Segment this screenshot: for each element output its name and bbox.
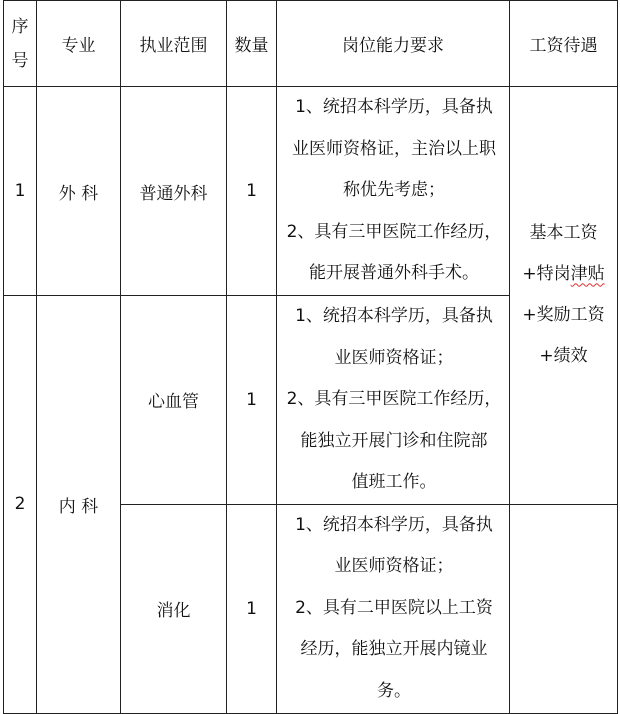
header-seq-line-2: 号 — [11, 50, 29, 71]
row-requirements — [277, 296, 510, 505]
salary-line — [510, 254, 617, 295]
requirement-line: 业医师资格证； — [334, 556, 454, 577]
requirement-line: 2、具有三甲医院工作经历， — [286, 389, 502, 409]
requirement-line: 2、具有二甲医院以上工资 — [295, 597, 493, 618]
header-requirements: 岗位能力要求 — [277, 1, 510, 87]
row-count: 1 — [227, 504, 277, 713]
header-row — [4, 1, 618, 87]
recruitment-table — [3, 0, 618, 714]
row-scope: 心血管 — [121, 296, 227, 505]
requirement-line: 1、统招本科学历，具备执 — [295, 514, 493, 535]
header-scope: 执业范围 — [121, 1, 227, 87]
header-salary: 工资待遇 — [510, 1, 618, 87]
requirement-line: 业医师资格证； — [334, 347, 454, 368]
row-requirements — [277, 87, 510, 296]
salary-cell — [510, 87, 618, 505]
row-major: 内 科 — [37, 296, 121, 714]
requirement-line: 值班工作。 — [351, 472, 437, 492]
requirement-line: 1、统招本科学历，具备执 — [295, 306, 493, 326]
row-requirements — [277, 504, 510, 713]
table-row — [4, 87, 618, 296]
salary-empty-cell — [510, 504, 618, 713]
header-major: 专业 — [37, 1, 121, 87]
row-major: 外 科 — [37, 87, 121, 296]
row-seq: 2 — [4, 296, 37, 714]
salary-prefix: +特岗 — [522, 264, 571, 285]
row-scope: 消化 — [121, 504, 227, 713]
spellcheck-underline: 津贴 — [570, 264, 605, 285]
row-scope: 普通外科 — [121, 87, 227, 296]
salary-line: +奖励工资 — [522, 305, 605, 326]
header-count: 数量 — [227, 1, 277, 87]
requirement-line: 1、统招本科学历，具备执 — [295, 97, 493, 118]
header-seq-line-1: 序 — [11, 16, 29, 37]
row-count: 1 — [227, 87, 277, 296]
requirement-line: 能开展普通外科手术。 — [309, 263, 479, 284]
row-count: 1 — [227, 296, 277, 505]
requirement-line: 经历，能独立开展内镜业 — [300, 639, 488, 660]
salary-line: +绩效 — [539, 346, 588, 367]
requirement-line: 2、具有三甲医院工作经历， — [286, 221, 502, 242]
row-seq: 1 — [4, 87, 37, 296]
requirement-line: 能独立开展门诊和住院部 — [300, 430, 488, 451]
requirement-line: 业医师资格证，主治以上职 — [292, 138, 496, 159]
header-seq — [4, 1, 37, 87]
salary-line: 基本工资 — [529, 223, 598, 244]
requirement-line: 务。 — [377, 680, 411, 701]
requirement-line: 称优先考虑； — [343, 180, 445, 201]
